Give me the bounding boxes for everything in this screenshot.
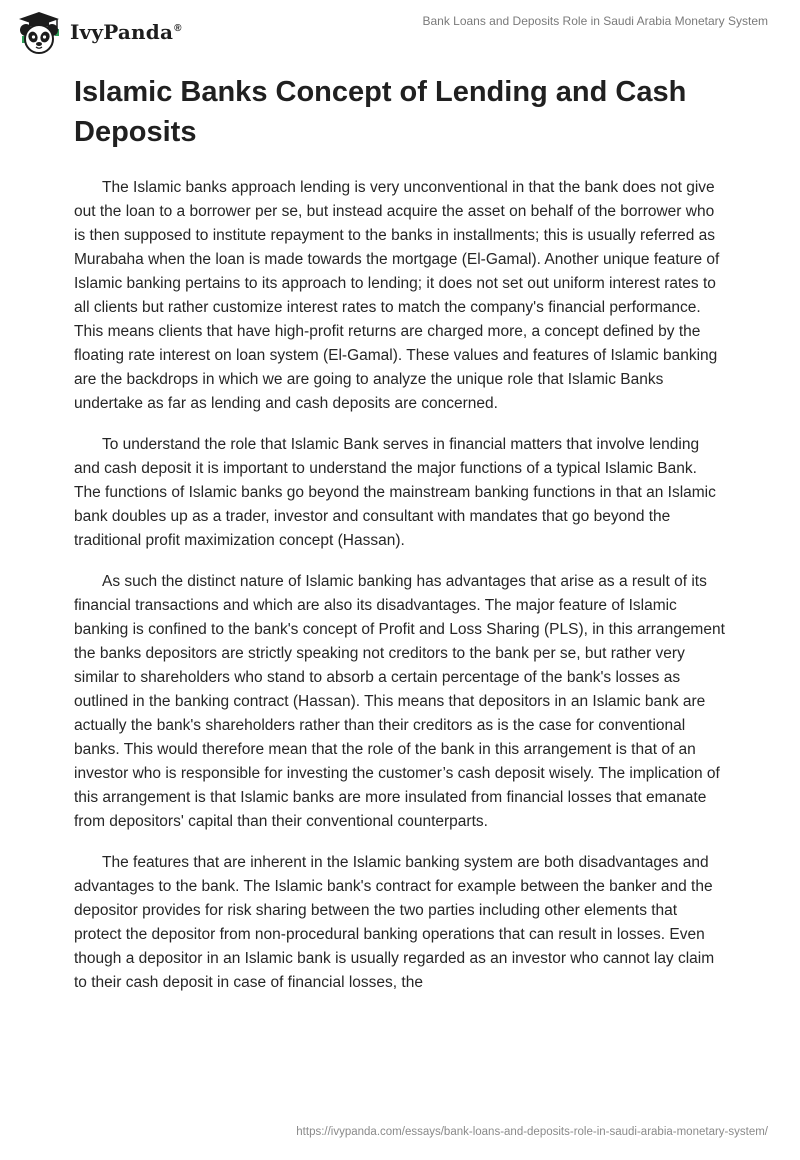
page-header bbox=[0, 0, 800, 60]
article-body bbox=[74, 72, 726, 1012]
paragraph-2: To understand the role that Islamic Bank serves in financial matters that involve lending and cash deposit it is important to understand the major functions of a typical Islamic Bank. The functions of Islamic banks go beyond the mainstream banking functions in that an Islamic bank doubles up as a trader, investor and consultant with mandates that go beyond the traditional profit maximization concept (Hassan). bbox=[74, 436, 716, 549]
panda-graduate-icon bbox=[14, 8, 64, 58]
paragraph-4: The features that are inherent in the Islamic banking system are both disadvantages and advantages to the bank. The Islamic bank's contract for example between the banker and the depositor provides for risk sharing between the two parties including other elements that protect the depositor from non-procedural banking operations that can result in losses. Even though a depositor in an Islamic bank is usually regarded as an investor who cannot lay claim to their cash deposit in case of financial losses, the bbox=[74, 854, 715, 991]
ivypanda-logo[interactable] bbox=[14, 8, 182, 58]
source-url[interactable]: https://ivypanda.com/essays/bank-loans-and-deposits-role-in-saudi-arabia-monetary-system/ bbox=[296, 1126, 768, 1138]
logo-wordmark: IvyPanda® bbox=[70, 20, 182, 44]
page-title: Islamic Banks Concept of Lending and Cash Deposits bbox=[74, 76, 687, 148]
document-title: Bank Loans and Deposits Role in Saudi Arabia Monetary System bbox=[422, 14, 768, 28]
paragraph-3: As such the distinct nature of Islamic banking has advantages that arise as a result of its financial transactions and which are also its disadvantages. The major feature of Islamic banking is confined to the bank's concept of Profit and Loss Sharing (PLS), in this arrangement the banks depositors are strictly speaking not creditors to the bank per se, but rather very similar to shareholders who stand to absorb a certain percentage of the bank's losses as outlined in the banking contract (Hassan). This means that depositors in an Islamic bank are actually the bank's shareholders rather than their creditors as is the case for conventional banks. This would therefore mean that the role of the bank in this arrangement is that of an investor who is responsible for investing the customer’s cash deposit wisely. The implication of this arrangement is that Islamic banks are more insulated from financial losses that emanate from depositors' capital than their conventional counterparts. bbox=[74, 573, 725, 830]
paragraph-1: The Islamic banks approach lending is very unconventional in that the bank does not give out the loan to a borrower per se, but instead acquire the asset on behalf of the borrower who is then supposed to institute repayment to the banks in installments; this is usually referred as Murabaha when the loan is made towards the mortgage (El-Gamal). Another unique feature of Islamic banking pertains to its approach to lending; it does not set out uniform interest rates to all clients but rather customize interest rates to match the company's financial performance. This means clients that have high-profit returns are charged more, a concept defined by the floating rate interest on loan system (El-Gamal). These values and features of Islamic banking are the backdrops in which we are going to analyze the unique role that Islamic Banks undertake as far as lending and cash deposits are concerned. bbox=[74, 179, 720, 412]
